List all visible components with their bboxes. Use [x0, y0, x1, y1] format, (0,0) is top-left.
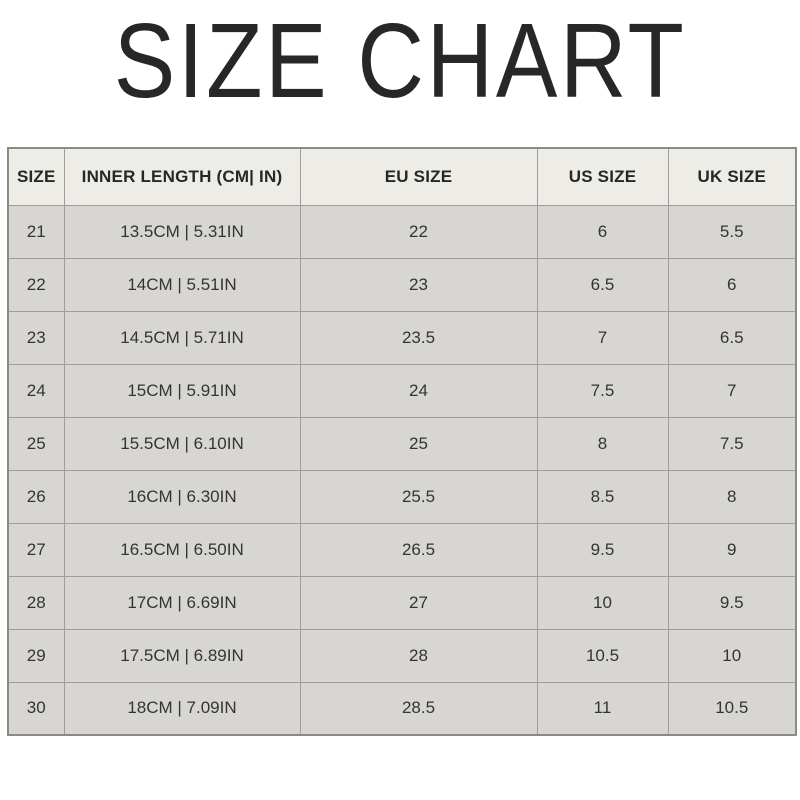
cell: 8	[537, 417, 668, 470]
cell: 23.5	[300, 311, 537, 364]
cell: 18CM | 7.09IN	[64, 682, 300, 735]
header-cell: US SIZE	[537, 148, 668, 205]
cell: 7	[668, 364, 796, 417]
cell: 6.5	[537, 258, 668, 311]
cell: 7.5	[668, 417, 796, 470]
cell: 9	[668, 523, 796, 576]
cell: 6	[668, 258, 796, 311]
cell: 6.5	[668, 311, 796, 364]
cell: 9.5	[668, 576, 796, 629]
cell: 25.5	[300, 470, 537, 523]
cell: 24	[8, 364, 64, 417]
cell: 14CM | 5.51IN	[64, 258, 300, 311]
header-cell: SIZE	[8, 148, 64, 205]
cell: 22	[8, 258, 64, 311]
cell: 23	[300, 258, 537, 311]
cell: 5.5	[668, 205, 796, 258]
cell: 16CM | 6.30IN	[64, 470, 300, 523]
cell: 14.5CM | 5.71IN	[64, 311, 300, 364]
table-body	[8, 205, 796, 735]
cell: 26	[8, 470, 64, 523]
cell: 10.5	[668, 682, 796, 735]
cell: 7.5	[537, 364, 668, 417]
header-row	[8, 148, 796, 205]
cell: 13.5CM | 5.31IN	[64, 205, 300, 258]
cell: 6	[537, 205, 668, 258]
cell: 28	[8, 576, 64, 629]
table-row	[8, 470, 796, 523]
cell: 27	[8, 523, 64, 576]
cell: 30	[8, 682, 64, 735]
cell: 15CM | 5.91IN	[64, 364, 300, 417]
size-chart-table	[7, 147, 797, 736]
cell: 15.5CM | 6.10IN	[64, 417, 300, 470]
cell: 26.5	[300, 523, 537, 576]
table-row	[8, 205, 796, 258]
page-title: SIZE CHART	[113, 2, 687, 120]
cell: 11	[537, 682, 668, 735]
table-row	[8, 523, 796, 576]
cell: 10	[668, 629, 796, 682]
cell: 17.5CM | 6.89IN	[64, 629, 300, 682]
cell: 28.5	[300, 682, 537, 735]
cell: 29	[8, 629, 64, 682]
table-row	[8, 576, 796, 629]
cell: 8.5	[537, 470, 668, 523]
table-row	[8, 682, 796, 735]
header-cell: EU SIZE	[300, 148, 537, 205]
cell: 23	[8, 311, 64, 364]
cell: 8	[668, 470, 796, 523]
cell: 27	[300, 576, 537, 629]
cell: 10.5	[537, 629, 668, 682]
cell: 28	[300, 629, 537, 682]
table-row	[8, 258, 796, 311]
cell: 17CM | 6.69IN	[64, 576, 300, 629]
cell: 21	[8, 205, 64, 258]
cell: 9.5	[537, 523, 668, 576]
cell: 10	[537, 576, 668, 629]
cell: 25	[8, 417, 64, 470]
cell: 7	[537, 311, 668, 364]
cell: 24	[300, 364, 537, 417]
cell: 25	[300, 417, 537, 470]
table-row	[8, 417, 796, 470]
cell: 16.5CM | 6.50IN	[64, 523, 300, 576]
table-row	[8, 364, 796, 417]
header-cell: UK SIZE	[668, 148, 796, 205]
title-area	[0, 0, 800, 120]
table-row	[8, 629, 796, 682]
header-cell: INNER LENGTH (CM| IN)	[64, 148, 300, 205]
cell: 22	[300, 205, 537, 258]
table-row	[8, 311, 796, 364]
